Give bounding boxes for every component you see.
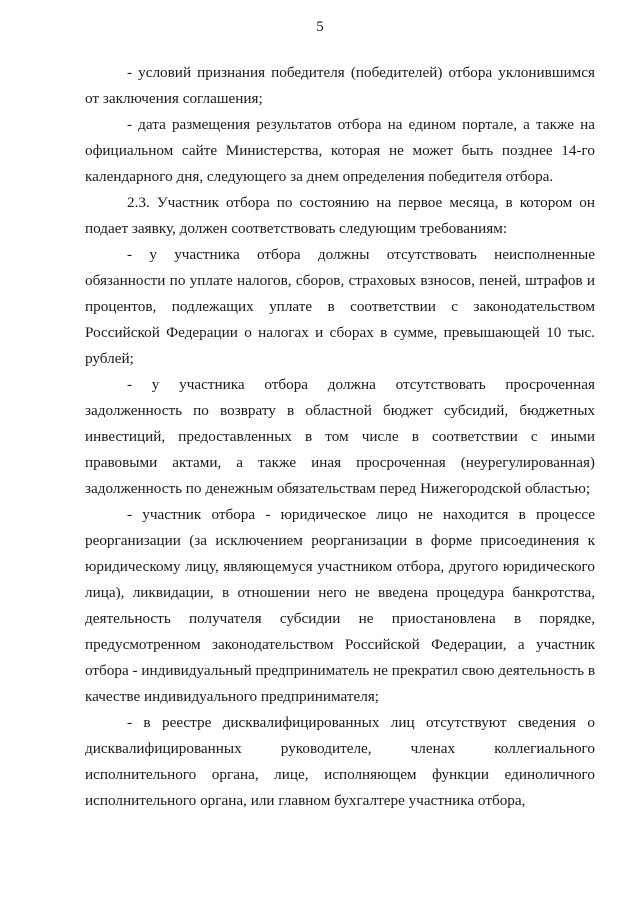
paragraph-results-publication-date: - дата размещения результатов отбора на едином портале, а также на официальном сайте Министерства, которая не может быть позднее 14-го календарного дня, следующего за днем определения победителя отбора. xyxy=(85,116,595,185)
document-body xyxy=(85,60,595,814)
paragraph-no-overdue-debts: - у участника отбора должна отсутствовать просроченная задолженность по возврату в областной бюджет субсидий, бюджетных инвестиций, предоставленных в том числе в соответствии с иными правовыми актами, а также иная просроченная (неурегулированная) задолженность по денежным обязательствам перед Нижегородской областью; xyxy=(85,376,595,497)
paragraph-no-tax-debts: - у участника отбора должны отсутствовать неисполненные обязанности по уплате налогов, сборов, страховых взносов, пеней, штрафов и процентов, подлежащих уплате в соответствии с законодательством Российской Федерации о налогах и сборах в сумме, превышающей 10 тыс. рублей; xyxy=(85,246,595,367)
page-number: 5 xyxy=(316,19,324,35)
paragraph-no-reorganization: - участник отбора - юридическое лицо не находится в процессе реорганизации (за исключением реорганизации в форме присоединения к юридическому лицу, являющемуся участником отбора, другого юридического лица), ликвидации, в отношении него не введена процедура банкротства, деятельность получателя субсидии не приостановлена в порядке, предусмотренном законодательством Российской Федерации, а участник отбора - индивидуальный предприниматель не прекратил свою деятельность в качестве индивидуального предпринимателя; xyxy=(85,506,595,705)
paragraph-disqualified-persons: - в реестре дисквалифицированных лиц отсутствуют сведения о дисквалифицированных руководителе, членах коллегиального исполнительного органа, лице, исполняющем функции единоличного исполнительного органа, или главном бухгалтере участника отбора, xyxy=(85,714,595,809)
paragraph-refusal-conditions: - условий признания победителя (победителей) отбора уклонившимся от заключения соглашения; xyxy=(85,64,595,107)
paragraph-section-2-3: 2.3. Участник отбора по состоянию на первое месяца, в котором он подает заявку, должен соответствовать следующим требованиям: xyxy=(85,194,595,237)
